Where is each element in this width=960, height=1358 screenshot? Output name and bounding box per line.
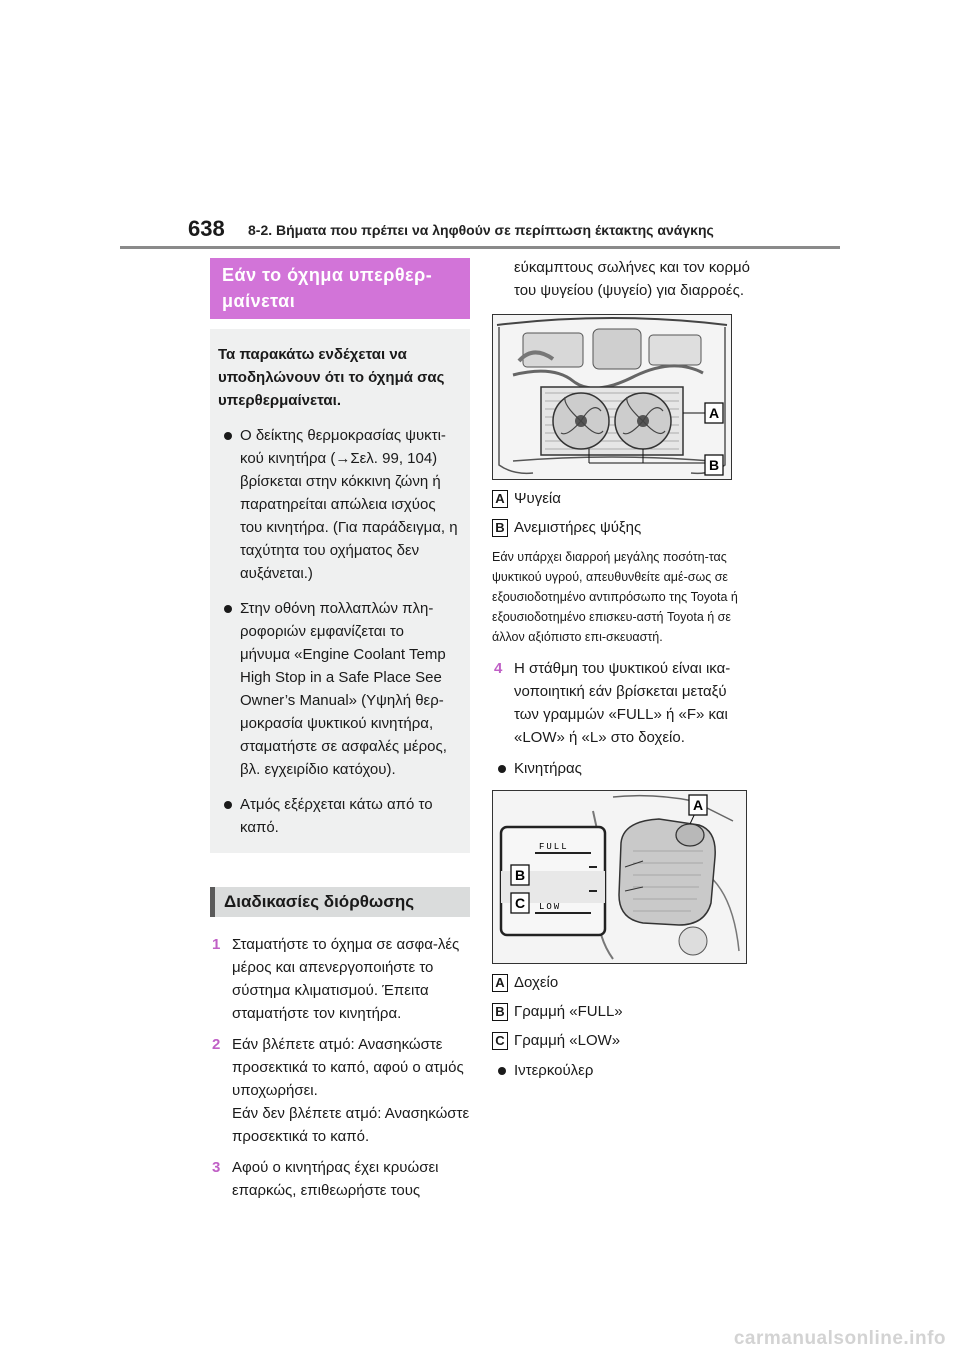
bullet-dot-icon — [224, 605, 232, 613]
bullet-dot-icon — [224, 801, 232, 809]
legend-item — [492, 1030, 754, 1052]
step3-continuation: εύκαμπτους σωλήνες και τον κορμό του ψυγείου (ψυγείο) για διαρροές. — [514, 259, 751, 299]
reservoir-drawing — [493, 791, 746, 963]
page-number: 638 — [188, 216, 225, 241]
fig2-label-c: C — [514, 895, 526, 911]
intercooler-bullet — [492, 1059, 754, 1082]
watermark-text: carmanualsonline.info — [733, 1328, 946, 1349]
page-header — [120, 210, 840, 250]
step-text: Αφού ο κινητήρας έχει κρυώσει επαρκώς, επιθεωρήστε τους — [232, 1159, 439, 1199]
fig1-label-b: B — [708, 457, 720, 473]
overheat-bullet — [218, 424, 458, 585]
reservoir-legend — [492, 972, 754, 1052]
overheat-info-box — [210, 329, 470, 853]
header-divider — [120, 246, 840, 249]
chapter-title: 8-2. Βήματα που πρέπει να ληφθούν σε περίπτωση έκτακτης ανάγκης — [248, 222, 714, 238]
leak-note: Εάν υπάρχει διαρροή μεγάλης ποσότη-τας ψυκτικού υγρού, απευθυνθείτε αμέ-σως σε εξουσιοδοτημένο αντιπρόσωπο της Toyota ή εξουσιοδοτημένο επισκευ-αστή Toyota ή σε άλλον αξιόπιστο επι-σκευαστή. — [492, 550, 738, 644]
step-number: 3 — [212, 1159, 221, 1176]
fig1-label-a: A — [708, 405, 720, 421]
engine-bay-drawing — [493, 315, 731, 479]
overheat-bullet — [218, 597, 458, 781]
legend-text: Δοχείο — [514, 974, 559, 991]
step-number: 4 — [494, 660, 503, 677]
legend-item — [492, 517, 754, 539]
legend-tag: B — [492, 1003, 508, 1021]
bullet-text: Ατμός εξέρχεται κάτω από το καπό. — [240, 796, 433, 836]
legend-text: Γραμμή «FULL» — [514, 1003, 623, 1020]
fig2-label-a: A — [692, 797, 704, 813]
bullet-text: Ιντερκούλερ — [514, 1062, 594, 1079]
fig2-full-text: FULL — [539, 842, 569, 852]
procedure-step — [210, 1156, 470, 1202]
bullet-text: Ο δείκτης θερμοκρασίας ψυκτι-κού κινητήρα (→Σελ. 99, 104) βρίσκεται στην κόκκινη ζώνη ή παρατηρείται απώλεια ισχύος του κινητήρα. (Για παράδειγμα, η ταχύτητα του οχήματος δεν αυξάνεται.) — [240, 427, 458, 582]
procedure-step — [210, 933, 470, 1025]
right-column — [492, 256, 754, 1082]
bullet-dot-icon — [498, 765, 506, 773]
overheat-bullet — [218, 793, 458, 839]
legend-tag: B — [492, 519, 508, 537]
legend-tag: A — [492, 490, 508, 508]
step-text: Εάν βλέπετε ατμό: Ανασηκώστε προσεκτικά το καπό, αφού ο ατμός υποχωρήσει. Εάν δεν βλέπετε ατμό: Ανασηκώστε προσεκτικά το καπό. — [232, 1036, 470, 1145]
step-text: Σταματήστε το όχημα σε ασφα-λές μέρος και απενεργοποιήστε το σύστημα κλιματισμού. Έπειτα σταματήστε τον κινητήρα. — [232, 936, 460, 1022]
fig2-label-b: B — [514, 867, 526, 883]
legend-tag: A — [492, 974, 508, 992]
procedure-step — [492, 657, 754, 749]
legend-tag: C — [492, 1032, 508, 1050]
bullet-dot-icon — [224, 432, 232, 440]
bullet-text: Κινητήρας — [514, 760, 582, 777]
legend-text: Γραμμή «LOW» — [514, 1032, 621, 1049]
bullet-dot-icon — [498, 1067, 506, 1075]
legend-item — [492, 1001, 754, 1023]
radiator-illustration — [492, 314, 732, 480]
reservoir-illustration — [492, 790, 747, 964]
step-text: Η στάθμη του ψυκτικού είναι ικα-νοποιητική εάν βρίσκεται μεταξύ των γραμμών «FULL» ή «F» και «LOW» ή «L» στο δοχείο. — [514, 660, 731, 746]
legend-text: Ανεμιστήρες ψύξης — [514, 519, 642, 536]
left-column — [210, 258, 470, 1210]
radiator-legend — [492, 488, 754, 539]
procedure-step — [210, 1033, 470, 1148]
overheat-title-text: Εάν το όχημα υπερθερ- μαίνεται — [222, 265, 433, 311]
procedure-heading: Διαδικασίες διόρθωσης — [210, 887, 470, 917]
engine-bullet — [492, 757, 754, 780]
legend-text: Ψυγεία — [514, 490, 561, 507]
overheat-title — [210, 258, 470, 319]
bullet-text: Στην οθόνη πολλαπλών πλη-ροφοριών εμφανίζεται το μήνυμα «Engine Coolant Temp High Stop in a Safe Place See Owner’s Manual» (Υψηλή θερ-μοκρασία ψυκτικού κινητήρα, σταματήστε σε ασφαλές μέρος, βλ. εγχειρίδιο κατόχου). — [240, 600, 447, 778]
step-number: 1 — [212, 936, 221, 953]
watermark — [0, 1328, 960, 1350]
overheat-lead: Τα παρακάτω ενδέχεται να υποδηλώνουν ότι το όχημά σας υπερθερμαίνεται. — [218, 346, 445, 409]
step-number: 2 — [212, 1036, 221, 1053]
procedure-steps — [210, 933, 470, 1202]
legend-item — [492, 488, 754, 510]
legend-item — [492, 972, 754, 994]
fig2-low-text: LOW — [539, 902, 562, 912]
